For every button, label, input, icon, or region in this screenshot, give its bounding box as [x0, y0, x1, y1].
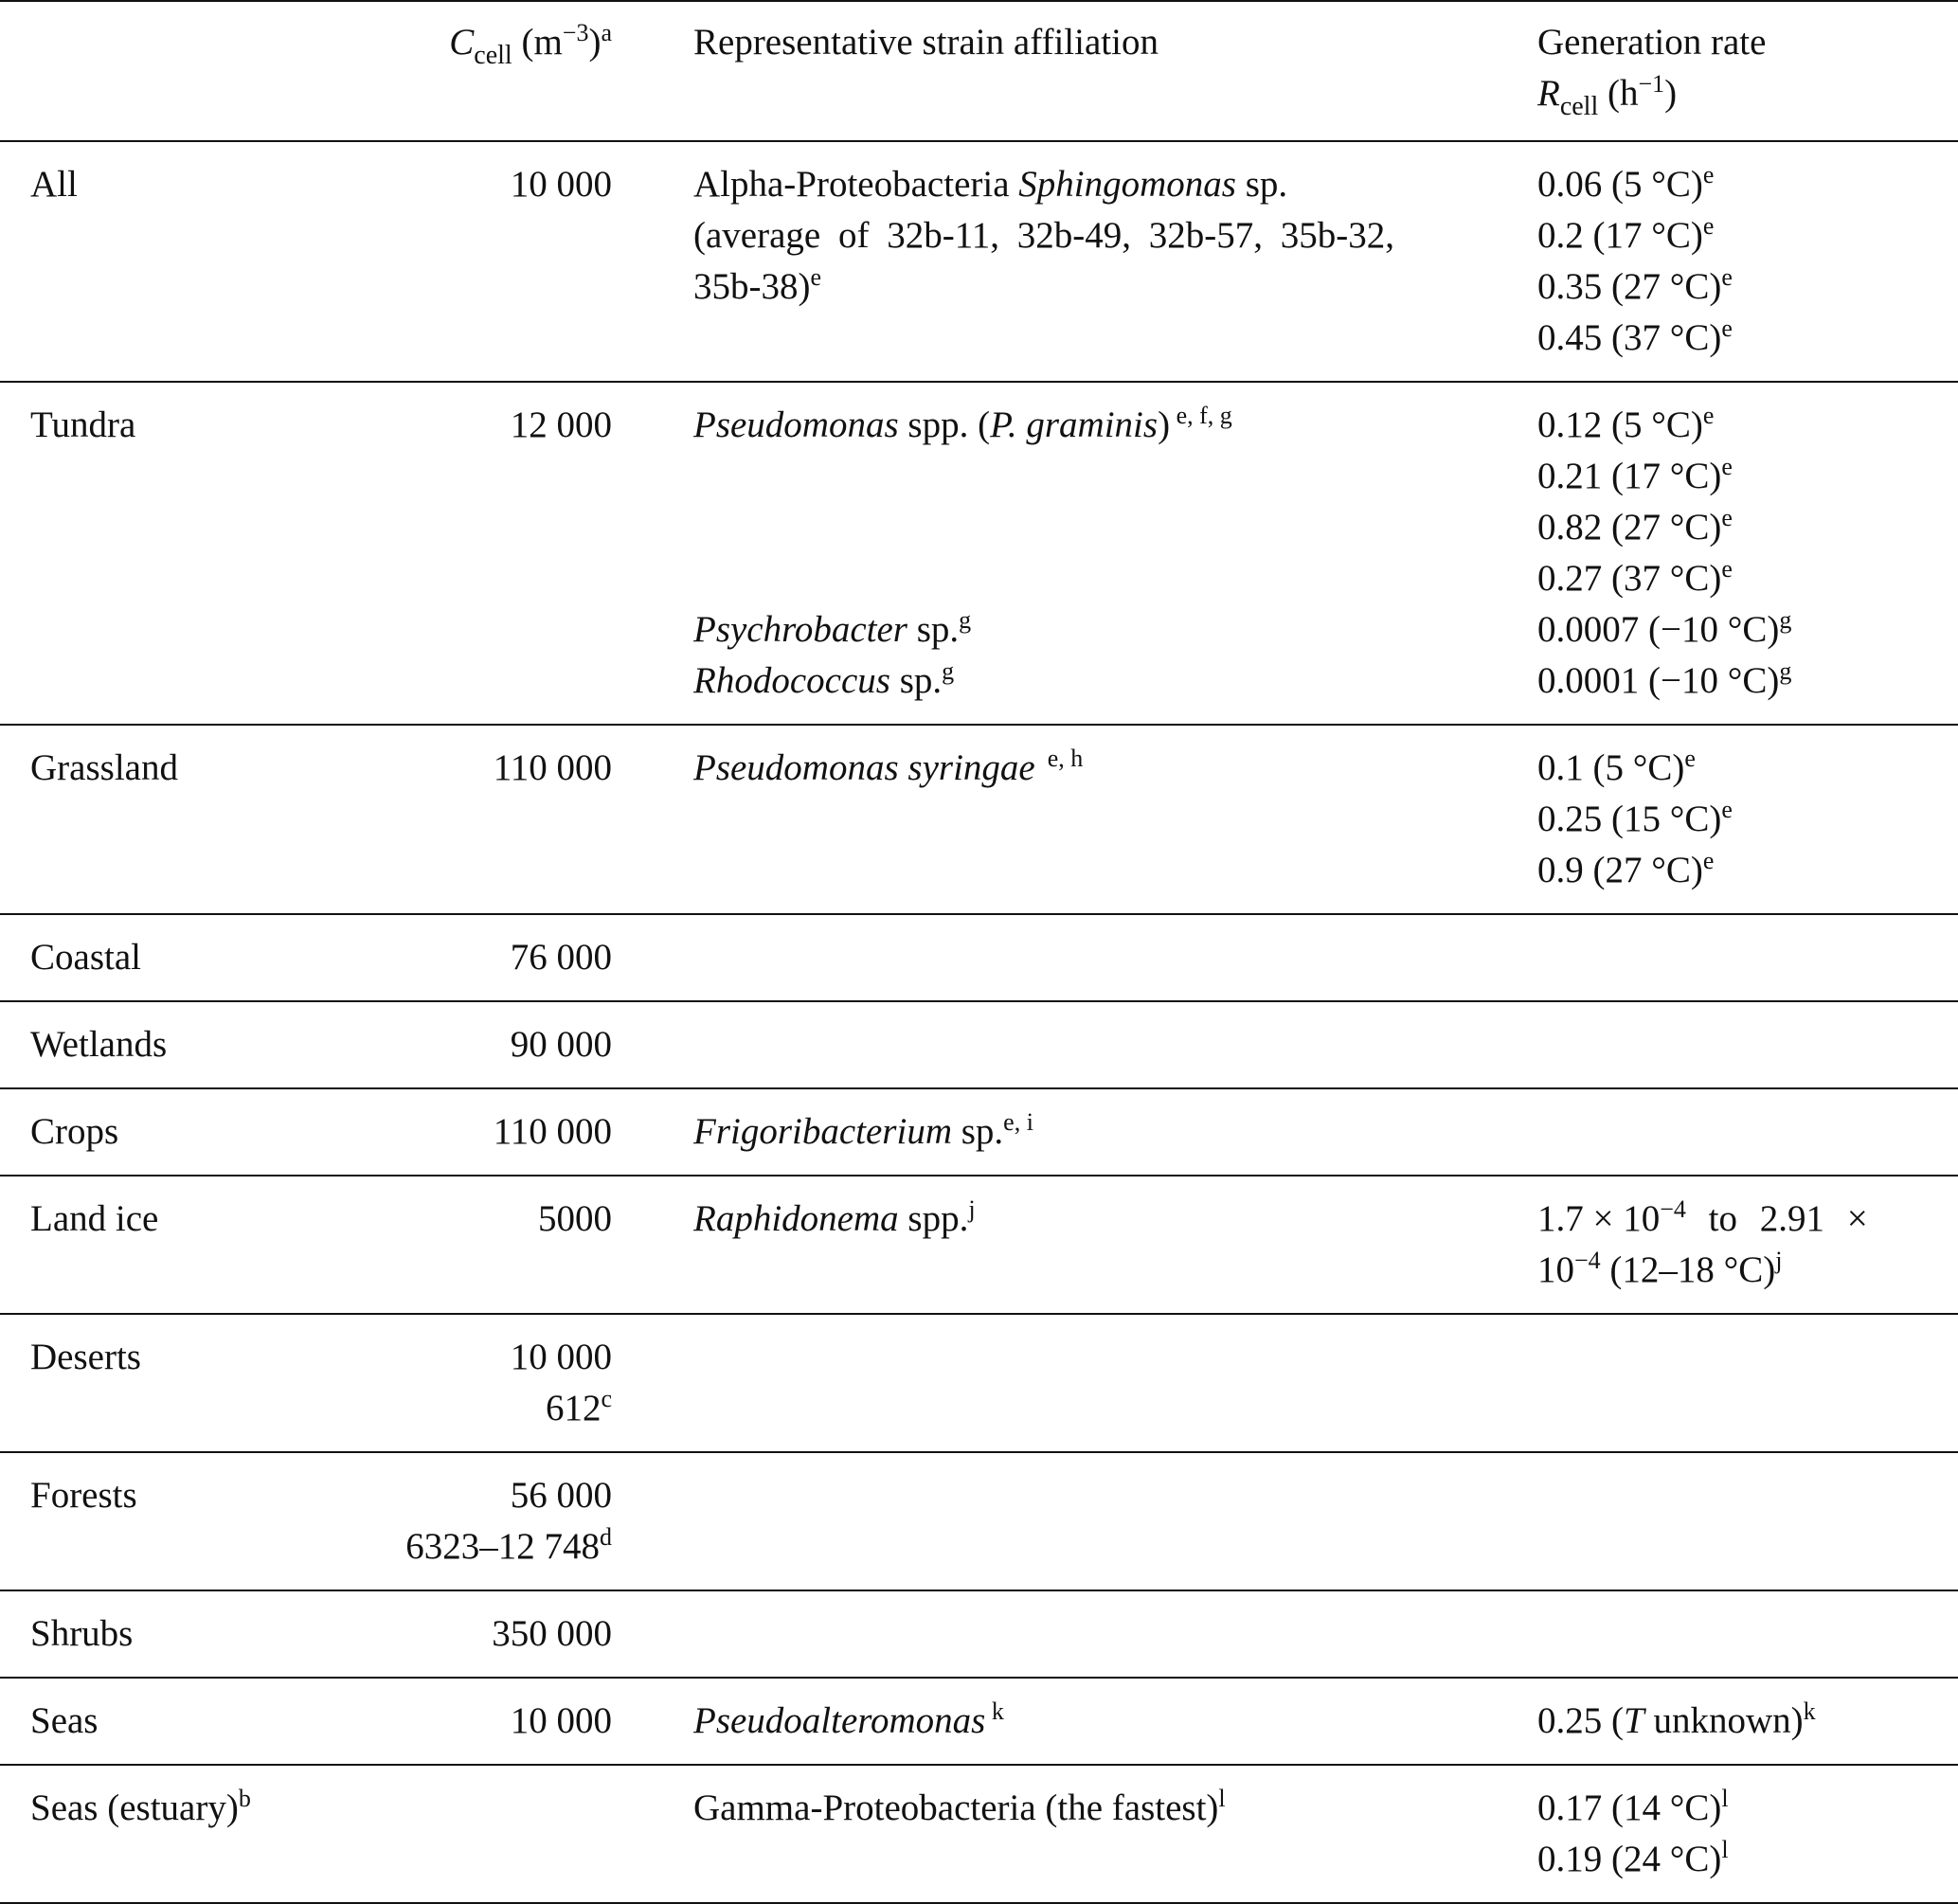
environment-cell: Coastal [0, 914, 322, 1001]
rate-cell [1520, 1314, 1958, 1452]
strain-cell: Frigoribacterium sp.$^{e, i}$ [644, 1088, 1520, 1176]
environment-cell: Land ice [0, 1176, 322, 1314]
environment-cell: Deserts [0, 1314, 322, 1452]
concentration-cell: 10 000 612$^c$ [322, 1314, 644, 1452]
environment-cell: Tundra [0, 382, 322, 725]
strain-cell: Gamma-Proteobacteria (the fastest)$^l$ [644, 1765, 1520, 1903]
header-generation-rate: Generation rate $R_{cell}$ $(h^{-1})$ [1520, 1, 1958, 141]
table-row [0, 1001, 1958, 1088]
table-row [0, 382, 1958, 725]
concentration-cell: 56 000 6323–12 748$^d$ [322, 1452, 644, 1590]
table-row [0, 1590, 1958, 1678]
rate-cell [1520, 1452, 1958, 1590]
strain-cell [644, 1452, 1520, 1590]
table-row [0, 1678, 1958, 1765]
environment-cell: Crops [0, 1088, 322, 1176]
concentration-cell: 10 000 [322, 1678, 644, 1765]
table-row [0, 725, 1958, 914]
rate-cell: 0.12 (5 °C)$^e$ 0.21 (17 °C)$^e$ 0.82 (27 °C)$^e$ 0.27 (37 °C)$^e$ 0.0007 (−10 °C)$^g$ 0.0001 (−10 °C)$^g$ [1520, 382, 1958, 725]
rate-cell: 0.25 (T unknown)$^k$ [1520, 1678, 1958, 1765]
table-row [0, 1452, 1958, 1590]
strain-cell: Alpha-Proteobacteria Sphingomonas sp. (average of 32b-11, 32b-49, 32b-57, 35b-32, 35b-38)$^e$ [644, 141, 1520, 382]
environment-cell: Seas [0, 1678, 322, 1765]
environment-cell: Grassland [0, 725, 322, 914]
header-row [0, 1, 1958, 141]
rate-cell [1520, 1001, 1958, 1088]
strain-cell: Raphidonema spp.$^j$ [644, 1176, 1520, 1314]
strain-cell: Pseudoalteromonas $^k$ [644, 1678, 1520, 1765]
concentration-cell: 12 000 [322, 382, 644, 725]
environment-cell: Forests [0, 1452, 322, 1590]
concentration-cell: 110 000 [322, 725, 644, 914]
concentration-cell: 76 000 [322, 914, 644, 1001]
rate-cell: 0.06 (5 °C)$^e$ 0.2 (17 °C)$^e$ 0.35 (27 °C)$^e$ 0.45 (37 °C)$^e$ [1520, 141, 1958, 382]
table-row [0, 141, 1958, 382]
concentration-cell: 5000 [322, 1176, 644, 1314]
concentration-cell: 350 000 [322, 1590, 644, 1678]
strain-cell: Pseudomonas syringae $^{e, h}$ [644, 725, 1520, 914]
strain-cell [644, 1590, 1520, 1678]
strain-cell [644, 914, 1520, 1001]
table-row [0, 1176, 1958, 1314]
rate-cell [1520, 914, 1958, 1001]
strain-cell: Pseudomonas spp. (P. graminis) $^{e, f, g}$ Psychrobacter sp.$^g$ Rhodococcus sp.$^g$ [644, 382, 1520, 725]
rate-cell: 0.17 (14 °C)$^l$ 0.19 (24 °C)$^l$ [1520, 1765, 1958, 1903]
header-concentration: $C_{cell}$ $(m^{-3})^a$ [322, 1, 644, 141]
table-row [0, 1314, 1958, 1452]
environment-cell: Shrubs [0, 1590, 322, 1678]
concentration-cell [322, 1765, 644, 1903]
rate-cell [1520, 1088, 1958, 1176]
strain-cell [644, 1001, 1520, 1088]
concentration-cell: 90 000 [322, 1001, 644, 1088]
rate-cell: 0.1 (5 °C)$^e$ 0.25 (15 °C)$^e$ 0.9 (27 °C)$^e$ [1520, 725, 1958, 914]
table-row [0, 1088, 1958, 1176]
environment-cell: Wetlands [0, 1001, 322, 1088]
header-strain: Representative strain affiliation [644, 1, 1520, 141]
environment-cell: Seas (estuary)$^b$ [0, 1765, 322, 1903]
concentration-cell: 10 000 [322, 141, 644, 382]
table-row [0, 914, 1958, 1001]
header-environment [0, 1, 322, 141]
table-row [0, 1765, 1958, 1903]
environment-cell: All [0, 141, 322, 382]
strain-cell [644, 1314, 1520, 1452]
rate-cell [1520, 1590, 1958, 1678]
rate-cell: $1.7 \times 10^{-4}$ to 2.91 × $10^{-4}$ (12–18 °C)$^j$ [1520, 1176, 1958, 1314]
concentration-cell: 110 000 [322, 1088, 644, 1176]
